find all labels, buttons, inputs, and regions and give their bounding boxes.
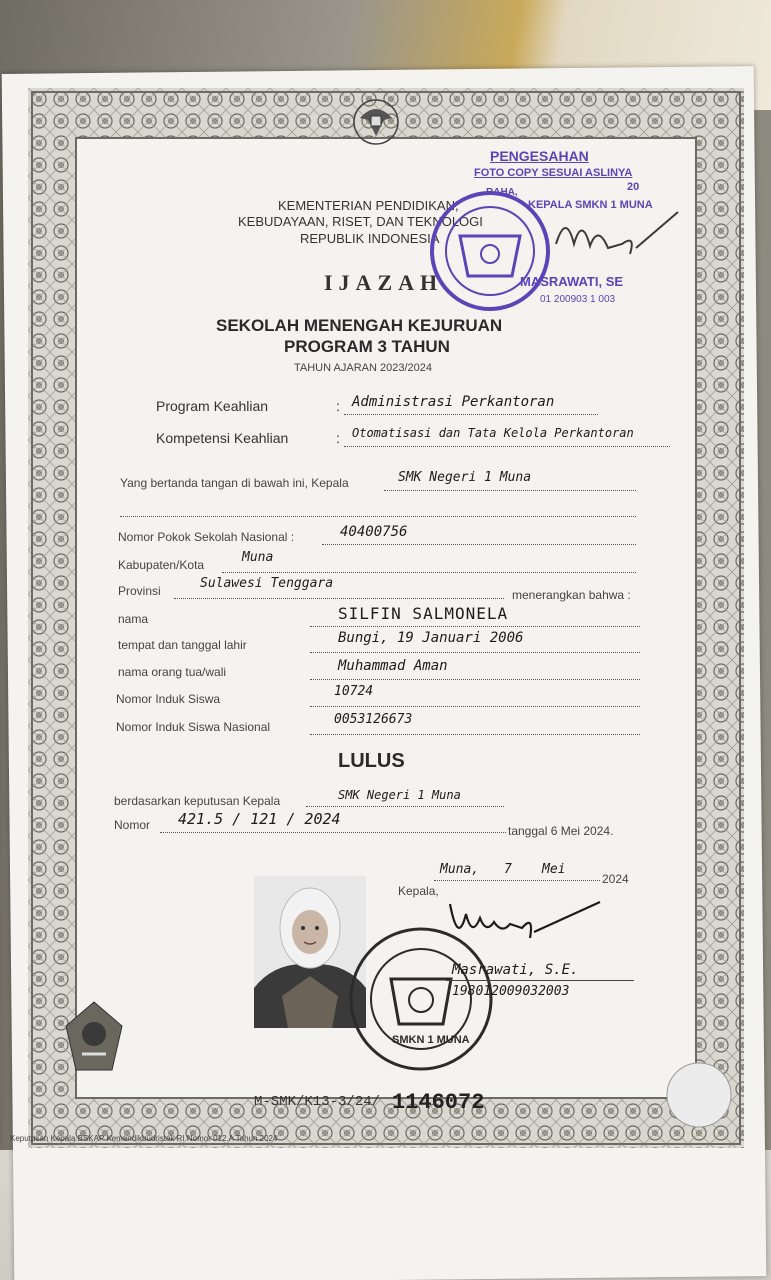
name-label: nama [118, 612, 149, 626]
province-dotline [174, 598, 504, 599]
hologram-seal-icon [664, 1060, 734, 1130]
nis-dotline [310, 706, 640, 707]
competence-dotline [344, 446, 670, 447]
program-duration: PROGRAM 3 TAHUN [284, 337, 450, 356]
serial-number: 1146072 [392, 1090, 485, 1115]
npsn-label: Nomor Pokok Sekolah Nasional : [118, 530, 295, 544]
academic-year: TAHUN AJARAN 2023/2024 [294, 362, 432, 374]
sign-month: Mei [542, 862, 566, 877]
decision-label: berdasarkan keputusan Kepala [114, 794, 281, 808]
number-value: 421.5 / 121 / 2024 [178, 810, 341, 828]
principal-extra-dotline [120, 516, 636, 517]
decree-footnote: Keputusan Kepala BSKAP Kemendikbudristek RI Nomor 012.A Tahun 2024 [10, 1134, 278, 1143]
declares-text: menerangkan bahwa : [512, 588, 631, 602]
legalization-role-prefix: RAHA, [486, 187, 518, 198]
school-type: SEKOLAH MENENGAH KEJURUAN [216, 316, 503, 335]
decision-value: SMK Negeri 1 Muna [338, 788, 461, 802]
nis-value: 10724 [334, 684, 374, 699]
nisn-label: Nomor Induk Siswa Nasional [116, 720, 271, 734]
program-label: Program Keahlian [156, 398, 269, 414]
legalization-line: FOTO COPY SESUAI ASLINYA [474, 167, 633, 179]
program-dotline [344, 414, 598, 415]
principal-label: Yang bertanda tangan di bawah ini, Kepala [120, 476, 349, 490]
regency-dotline [222, 572, 636, 573]
ministry-line-1: KEMENTERIAN PENDIDIKAN, [278, 198, 459, 213]
principal-name-underline [446, 980, 634, 981]
parent-label: nama orang tua/wali [118, 665, 227, 679]
npsn-value: 40400756 [340, 524, 408, 540]
student-name: SILFIN SALMONELA [338, 604, 509, 623]
nis-label: Nomor Induk Siswa [116, 692, 221, 706]
program-colon: : [336, 398, 340, 414]
sign-role: Kepala, [398, 884, 439, 898]
decision-dotline [306, 806, 504, 807]
competence-value: Otomatisasi dan Tata Kelola Perkantoran [352, 426, 634, 440]
legalization-heading: PENGESAHAN [490, 148, 589, 164]
decision-date: tanggal 6 Mei 2024. [508, 824, 614, 838]
regency-value: Muna [242, 550, 274, 565]
birth-label: tempat dan tanggal lahir [118, 638, 247, 652]
serial-prefix: M-SMK/K13-3/24/ [254, 1094, 381, 1110]
legalization-role: KEPALA SMKN 1 MUNA [528, 199, 653, 211]
legalization-nip: 01 200903 1 003 [540, 294, 616, 305]
legalization-signature-icon [552, 204, 682, 274]
sign-date-dotline [434, 880, 600, 881]
ministry-line-3: REPUBLIK INDONESIA [300, 231, 440, 246]
document-title: IJAZAH [324, 270, 444, 295]
number-label: Nomor [114, 818, 151, 832]
competence-colon: : [336, 430, 340, 446]
number-dotline [160, 832, 506, 833]
principal-name: Masrawati, S.E. [452, 962, 579, 978]
npsn-dotline [322, 544, 636, 545]
principal-value: SMK Negeri 1 Muna [398, 470, 532, 485]
school-stamp-icon [346, 924, 496, 1074]
competence-label: Kompetensi Keahlian [156, 430, 289, 446]
name-dotline [310, 626, 640, 627]
graduation-status: LULUS [338, 750, 405, 772]
birth-value: Bungi, 19 Januari 2006 [338, 630, 524, 646]
ministry-line-2: KEBUDAYAAN, RISET, DAN TEKNOLOGI [238, 214, 483, 229]
principal-nip: 198012009032003 [452, 984, 570, 999]
birth-dotline [310, 652, 640, 653]
sign-year: 2024 [602, 872, 629, 886]
regency-label: Kabupaten/Kota [118, 558, 205, 572]
nisn-value: 0053126673 [334, 712, 413, 727]
province-value: Sulawesi Tenggara [200, 576, 334, 591]
parent-value: Muhammad Aman [338, 658, 448, 674]
program-value: Administrasi Perkantoran [352, 394, 555, 410]
stamp-school-name: SMKN 1 MUNA [392, 1034, 470, 1046]
parent-dotline [310, 679, 640, 680]
legalization-date: 20 [627, 181, 640, 193]
sign-day: 7 [504, 862, 512, 877]
province-label: Provinsi [118, 584, 161, 598]
sign-place: Muna, [440, 862, 480, 877]
tut-wuri-logo-icon [62, 1000, 126, 1080]
garuda-emblem-icon [352, 96, 400, 148]
principal-dotline [384, 490, 636, 491]
nisn-dotline [310, 734, 640, 735]
legalization-signer: MASRAWATI, SE [520, 274, 624, 289]
